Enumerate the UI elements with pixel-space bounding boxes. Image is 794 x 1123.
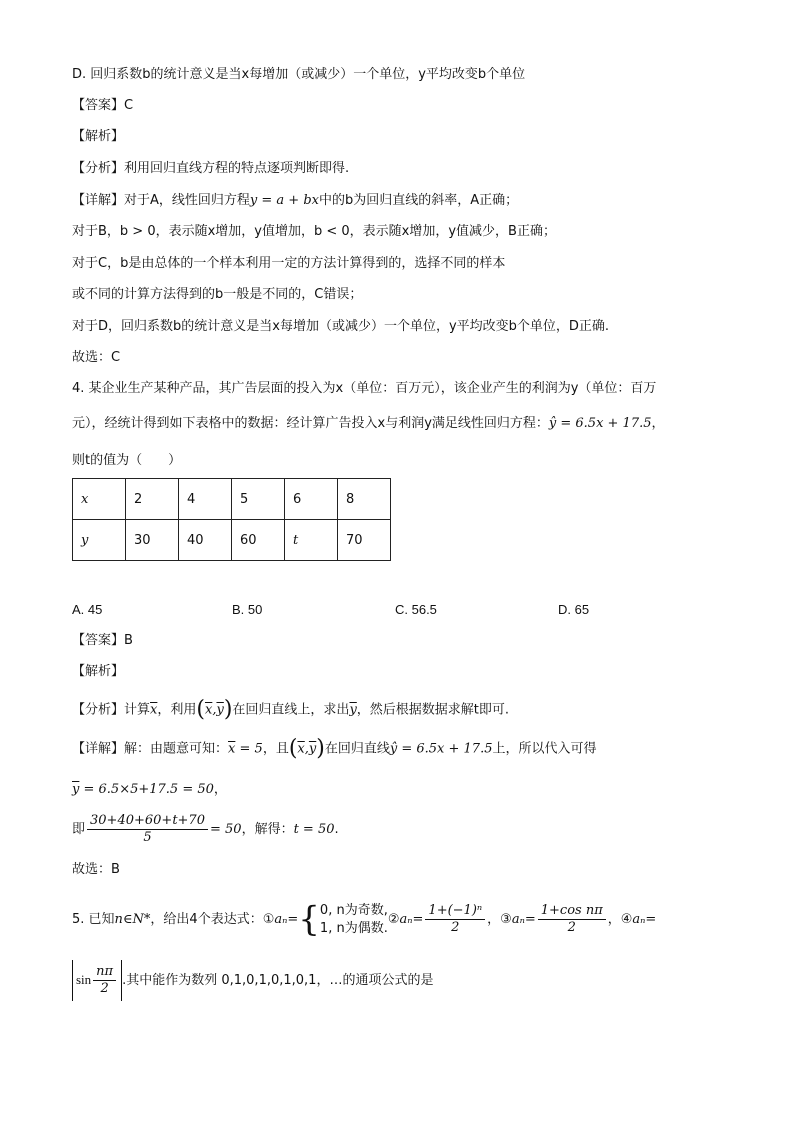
n-in-naturals: n∈N* xyxy=(114,912,151,927)
q4-stem-1: 4. 某企业生产某种产品，其广告层面的投入为x（单位：百万元），该企业产生的利润为y（单位：百万 xyxy=(72,381,657,396)
expr-3-fraction xyxy=(538,903,606,936)
q5-stem-text: 5. 已知 xyxy=(72,912,115,927)
left-brace: { xyxy=(298,899,320,940)
sin-fraction xyxy=(93,964,116,997)
solve-label: ，解得： xyxy=(241,822,294,837)
solve-result: t = 50 xyxy=(293,822,335,837)
fraction-rhs: = 50 xyxy=(209,822,242,837)
table-cell: 40 xyxy=(179,520,232,561)
y-bar: $\overline{y}$ xyxy=(349,702,357,718)
ji-label: 即 xyxy=(72,822,86,837)
fenxi-text: ，利用 xyxy=(157,702,197,718)
table-cell: y xyxy=(73,520,126,561)
case-odd: 0, n为奇数, xyxy=(319,902,388,918)
fenxi-text: 利用回归直线方程的特点逐项判断即得. xyxy=(124,161,350,176)
table-row-y xyxy=(73,520,391,561)
a-n: aₙ= xyxy=(632,912,657,927)
y-bar: $\overline{y}$ xyxy=(216,702,224,718)
option-c: C. 56.5 xyxy=(395,602,437,617)
table-cell: 30 xyxy=(126,520,179,561)
fraction-denominator: 5 xyxy=(143,830,152,845)
q5-stem xyxy=(72,900,656,940)
answer-tag: 【答案】 xyxy=(72,98,125,113)
q4-regression-equation: ŷ = 6.5x + 17.5 xyxy=(548,416,652,431)
x-bar: $\overline{x}$ xyxy=(204,702,213,718)
x-bar: $\overline{x}$ xyxy=(297,741,305,757)
fraction-numerator: 1+(−1)ⁿ xyxy=(425,903,485,920)
fenxi-text: 在回归直线上，求出 xyxy=(232,702,350,718)
q4-stem-2-end: ， xyxy=(651,416,665,431)
x-bar-eq: $\overline{x} = 5$ xyxy=(228,741,263,757)
y-bar-calc-formula: $\overline{y} = 6.5\times 5+17.5 = 50$ xyxy=(72,782,214,797)
fraction-numerator: nπ xyxy=(93,964,116,981)
y-bar: $\overline{y}$ xyxy=(308,741,317,757)
q4-stem-2-text: 元），经统计得到如下表格中的数据：经计算广告投入x与利润y满足线性回归方程： xyxy=(72,416,549,431)
period: . xyxy=(334,822,339,837)
line-b: 对于B，b > 0，表示随x增加，y值增加，b < 0，表示随x增加，y值减少，B正确； xyxy=(72,224,556,239)
table-cell: t xyxy=(285,520,338,561)
paren-close: ) xyxy=(223,697,233,722)
xiangjie-text: 上，所以代入可得 xyxy=(492,741,597,757)
a-n: aₙ= xyxy=(511,912,536,927)
choice-q3: 故选：C xyxy=(72,350,121,365)
answer-line-q4 xyxy=(72,632,133,650)
fenxi-text: 计算 xyxy=(124,702,151,718)
line-c1: 对于C，b是由总体的一个样本利用一定的方法计算得到的，选择不同的样本 xyxy=(72,256,506,271)
table-cell: 6 xyxy=(285,479,338,520)
table-cell: 8 xyxy=(338,479,391,520)
xiangjie-a: 对于A，线性回归方程 xyxy=(124,193,250,208)
table-cell: 5 xyxy=(232,479,285,520)
data-table xyxy=(72,478,391,561)
line-d: 对于D，回归系数b的统计意义是当x每增加（或减少）一个单位，y平均改变b个单位，D正确. xyxy=(72,319,610,334)
xiangjie-line-q4: 【详解】解：由题意可知：$\overline{x} = 5$，且$(\overline{x},\overline{y})$在回归直线ŷ = 6.5x + 17.5上，所以代入可得 xyxy=(72,736,597,761)
q4-stem-3: 则t的值为（ ） xyxy=(72,453,182,468)
option-b: B. 50 xyxy=(232,602,263,617)
xiangjie-text: 解：由题意可知： xyxy=(124,741,229,757)
table-cell: x xyxy=(73,479,126,520)
circled-2: ② xyxy=(387,912,400,927)
paren-close: ) xyxy=(316,736,325,761)
table-cell: 4 xyxy=(179,479,232,520)
table-cell: 2 xyxy=(126,479,179,520)
a-n: aₙ= xyxy=(274,912,299,927)
fraction-denominator: 2 xyxy=(100,981,109,996)
mean-fraction xyxy=(87,813,208,846)
xiangjie-tag: 【详解】 xyxy=(72,741,125,757)
a-n: aₙ= xyxy=(399,912,424,927)
answer-value: C xyxy=(124,98,134,113)
analysis-tag-q3: 【解析】 xyxy=(72,129,125,144)
xiangjie-text: 在回归直线 xyxy=(324,741,390,757)
xiangjie-line-q3 xyxy=(72,192,518,210)
circled-4: ，④ xyxy=(607,912,633,927)
comma: ， xyxy=(213,782,227,797)
q4-stem-2 xyxy=(72,415,665,433)
expr-2-fraction xyxy=(425,903,485,936)
fraction-denominator: 2 xyxy=(451,920,460,935)
fenxi-line-q4: 【分析】计算$\overline{x}$，利用$(\overline{x},\overline{y})$在回归直线上，求出$\overline{y}$，然后根据数据求解t即可. xyxy=(72,697,510,722)
answer-line-q3 xyxy=(72,97,133,115)
xiangjie-text: ，且 xyxy=(262,741,289,757)
xiangjie-tag: 【详解】 xyxy=(72,193,125,208)
fraction-numerator: 30+40+60+t+70 xyxy=(87,813,208,830)
fenxi-tag: 【分析】 xyxy=(72,161,125,176)
q5-stem-2 xyxy=(72,960,433,1001)
paren-open: ( xyxy=(288,736,298,761)
fraction-numerator: 1+cos nπ xyxy=(538,903,606,920)
table-row-x xyxy=(73,479,391,520)
option-d-q4: D. 65 xyxy=(558,602,590,617)
case-even: 1, n为偶数. xyxy=(319,920,388,936)
x-bar: $\overline{x}$ xyxy=(150,702,158,718)
regression-formula: y = a + bx xyxy=(249,193,319,208)
answer-value: B xyxy=(124,633,133,648)
circled-3: ，③ xyxy=(487,912,512,927)
mean-equation-line xyxy=(72,812,339,848)
q5-question-tail: .其中能作为数列 0,1,0,1,0,1,0,1，…的通项公式的是 xyxy=(122,973,434,988)
regression-formula: ŷ = 6.5x + 17.5 xyxy=(389,741,493,757)
y-bar-calc xyxy=(72,781,227,799)
option-d: D. 回归系数b的统计意义是当x每增加（或减少）一个单位，y平均改变b个单位 xyxy=(72,67,526,82)
analysis-tag-q4: 【解析】 xyxy=(72,664,125,679)
piecewise-cases xyxy=(320,902,388,938)
option-a: A. 45 xyxy=(72,602,103,617)
xiangjie-a-rest: 中的b为回归直线的斜率，A正确； xyxy=(318,193,519,208)
fenxi-tag: 【分析】 xyxy=(72,702,125,718)
paren-open: ( xyxy=(196,697,205,722)
table-cell: 60 xyxy=(232,520,285,561)
fraction-denominator: 2 xyxy=(567,920,576,935)
line-c2: 或不同的计算方法得到的b一般是不同的，C错误； xyxy=(72,287,363,302)
answer-tag: 【答案】 xyxy=(72,633,125,648)
abs-sin-expression xyxy=(72,960,122,1001)
fenxi-line-q3 xyxy=(72,160,349,178)
choice-q4: 故选：B xyxy=(72,862,120,877)
table-cell: 70 xyxy=(338,520,391,561)
q5-stem-text: ，给出4个表达式：① xyxy=(150,912,275,927)
fenxi-text: ，然后根据数据求解t即可. xyxy=(356,702,510,718)
sin-label: sin xyxy=(76,972,92,987)
